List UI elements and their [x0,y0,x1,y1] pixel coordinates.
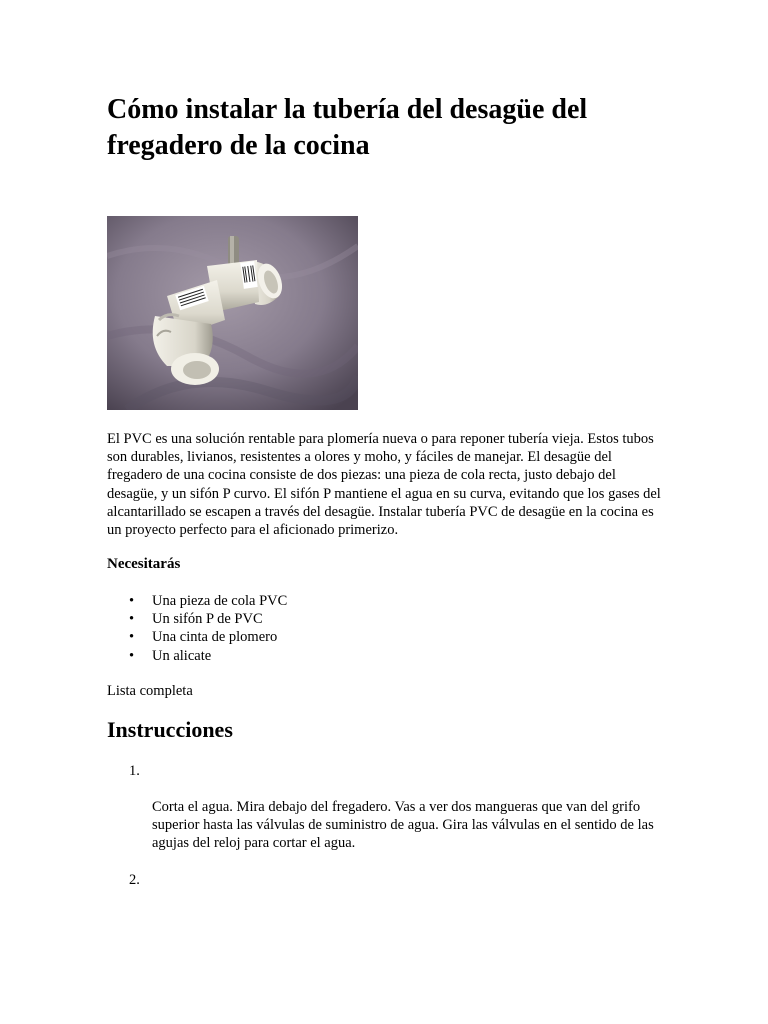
intro-paragraph: El PVC es una solución rentable para plomería nueva o para reponer tubería vieja. Estos tubos son durables, livianos, resistentes a olores y moho, y fáciles de manejar. El desagüe del fregadero de una cocina consiste de dos piezas: una pieza de cola recta, justo debajo del desagüe, y un sifón P curvo. El sifón P mantiene el agua en su curva, evitando que los gases del alcantarillado se escapen a través del desagüe. Instalar tubería PVC de desagüe en la cocina es un proyecto perfecto para el aficionado primerizo. [107,431,661,539]
pvc-elbow-photo [107,216,358,410]
list-item-text: Un alicate [152,647,212,664]
list-item [107,592,287,610]
step-number: 1. [129,763,140,779]
bullet-glyph: • [129,593,135,609]
step-text: Corta el agua. Mira debajo del fregadero. Vas a ver dos mangueras que van del grifo superior hasta las válvulas de suministro de agua. Gira las válvulas en el sentido de las agujas del reloj para cortar el agua. [152,799,654,852]
needs-list [107,592,287,665]
full-list-link[interactable]: Lista completa [107,683,193,699]
page-title: Cómo instalar la tubería del desagüe del fregadero de la cocina [107,94,588,161]
list-item [107,610,287,628]
list-item [107,647,287,665]
needs-heading: Necesitarás [107,556,181,572]
bullet-glyph: • [129,629,135,646]
instructions-heading: Instrucciones [107,717,233,742]
list-item-text: Un sifón P de PVC [152,611,263,628]
bullet-glyph: • [129,647,135,664]
bullet-glyph: • [129,611,135,628]
list-item [107,628,287,646]
list-item-text: Una pieza de cola PVC [152,593,288,609]
list-item-text: Una cinta de plomero [152,629,278,646]
step-number: 2. [129,872,140,888]
